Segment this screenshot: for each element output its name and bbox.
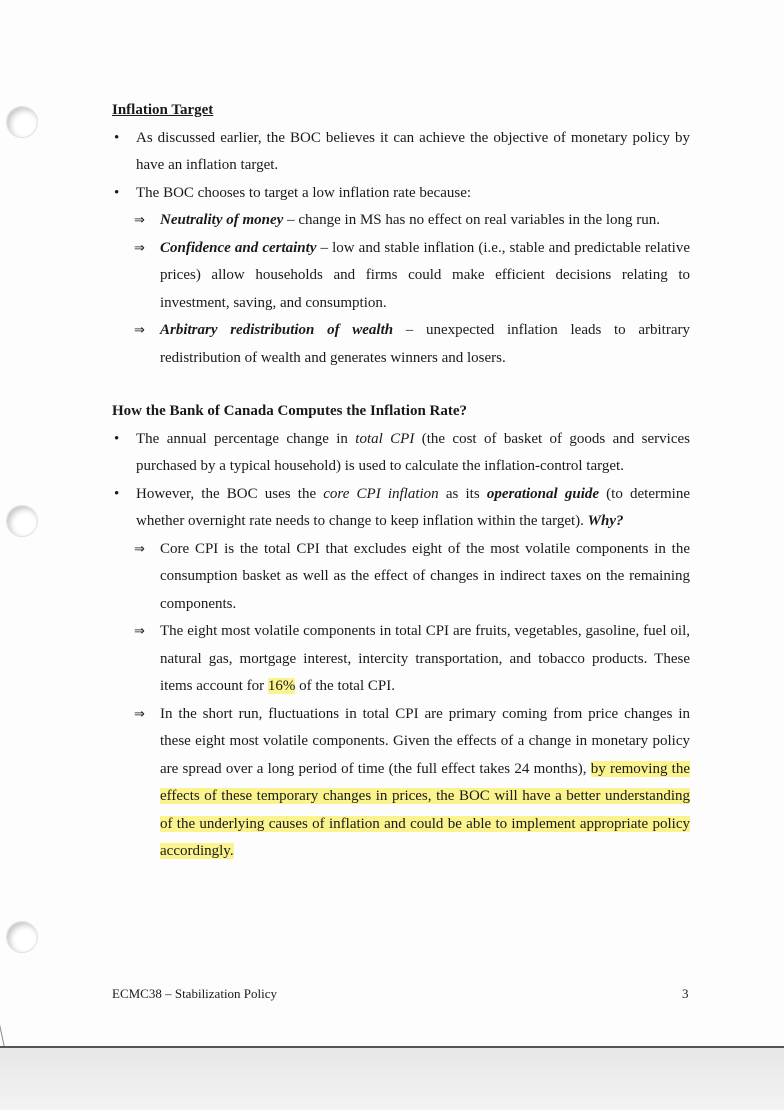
punch-hole [6,505,38,537]
bullet-icon: • [114,485,120,502]
bullet-icon: • [114,184,120,201]
sub-bullet-item: ⇒ Neutrality of money – change in MS has no effect on real variables in the long run. [112,207,690,235]
bullet-item: • As discussed earlier, the BOC believes it can achieve the objective of monetary policy by have an inflation target. [112,125,690,180]
bullet-item: • The BOC chooses to target a low inflation rate because: [112,180,690,208]
bullet-item: • The annual percentage change in total CPI (the cost of basket of goods and services purchased by a typical household) is used to calculate the inflation-control target. [112,426,690,481]
bullet-item: • However, the BOC uses the core CPI inflation as its operational guide (to determine whether overnight rate needs to change to keep inflation within the target). Why? [112,481,690,536]
arrow-icon: ⇒ [134,323,145,338]
page-edge [0,1010,15,1048]
section-heading-inflation-target: Inflation Target [112,102,214,118]
highlighted-text: 16% [267,678,296,694]
highlighted-text: by removing the effects of these temporary changes in prices, the BOC will have a better understanding of the underlying causes of inflation and could be able to implement appropriate policy accordingly. [160,760,690,859]
scan-bottom-edge [0,1046,784,1110]
arrow-icon: ⇒ [134,624,145,639]
sub-bullet-item: ⇒ Arbitrary redistribution of wealth – unexpected inflation leads to arbitrary redistribution of wealth and generates winners and losers. [112,317,690,372]
arrow-icon: ⇒ [134,213,145,228]
sub-bullet-item: ⇒ Core CPI is the total CPI that excludes eight of the most volatile components in the consumption basket as well as the effect of changes in indirect taxes on the remaining components. [112,536,690,619]
sub-bullet-item: ⇒ Confidence and certainty – low and stable inflation (i.e., stable and predictable relative prices) allow households and firms could make efficient decisions relating to investment, saving, and consumption. [112,235,690,318]
page-content [112,97,690,866]
sub-bullet-item: ⇒ The eight most volatile components in total CPI are fruits, vegetables, gasoline, fuel oil, natural gas, mortgage interest, intercity transportation, and tobacco products. These items account for 16% of the total CPI. [112,618,690,701]
punch-hole [6,921,38,953]
footer-course-title: ECMC38 – Stabilization Policy [112,986,278,1001]
bullet-icon: • [114,430,120,447]
arrow-icon: ⇒ [134,706,145,722]
punch-hole [6,106,38,138]
bullet-icon: • [114,129,120,146]
arrow-icon: ⇒ [134,541,145,557]
section-heading-compute-inflation: How the Bank of Canada Computes the Inflation Rate? [112,403,468,419]
sub-bullet-item: ⇒ In the short run, fluctuations in total CPI are primary coming from price changes in these eight most volatile components. Given the effects of a change in monetary policy are spread over a long period of time (the full effect takes 24 months), by removing the effects of these temporary changes in prices, the BOC will have a better understanding of the underlying causes of inflation and could be able to implement appropriate policy accordingly. [112,701,690,866]
page-number: 3 [682,986,689,1001]
arrow-icon: ⇒ [134,240,145,256]
